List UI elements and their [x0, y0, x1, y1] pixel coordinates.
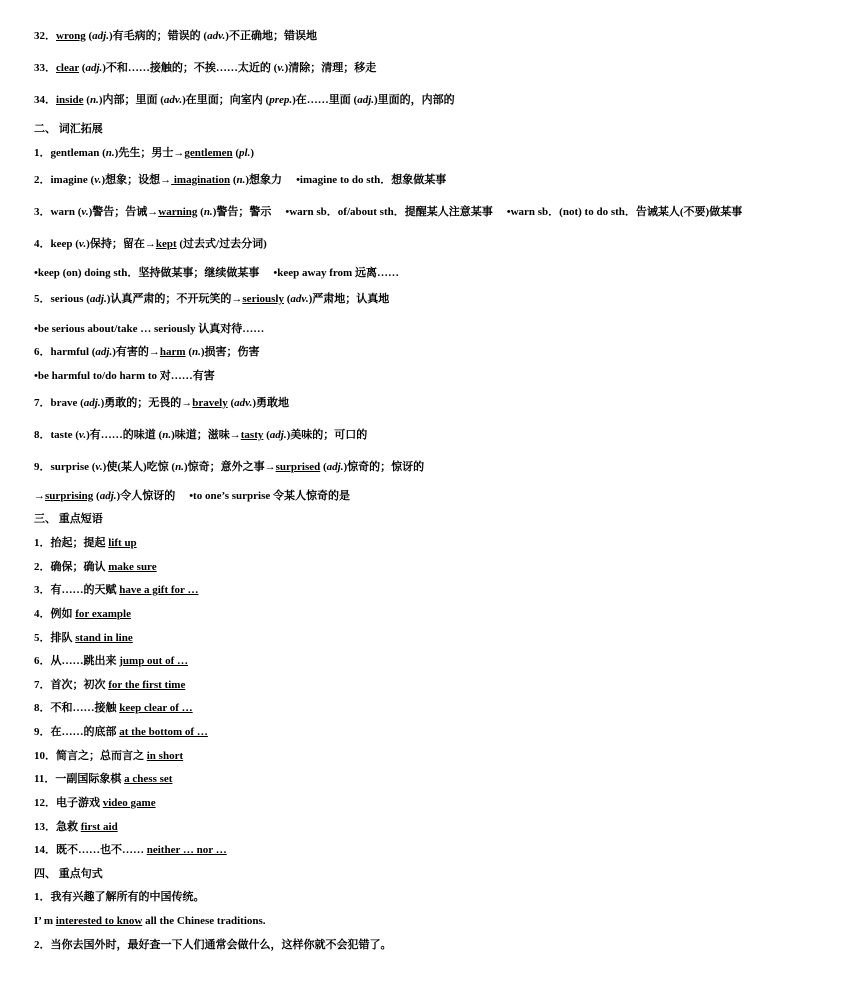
phrase-item: 8．不和……接触 keep clear of …: [34, 702, 193, 714]
phrase-item: 5．排队 stand in line: [34, 632, 133, 644]
sentence-cn: 2．当你去国外时，最好查一下人们通常会做什么，这样你就不会犯错了。: [34, 939, 392, 951]
vocab-item: 34．inside (n.)内部；里面 (adv.)在里面；向室内 (prep.)在……里面 (adj.)里面的，内部的: [34, 94, 455, 106]
sentence-cn: 1．我有兴趣了解所有的中国传统。: [34, 891, 205, 903]
phrase-item: 12．电子游戏 video game: [34, 797, 156, 809]
phrase-item: 4．例如 for example: [34, 608, 131, 620]
ext-item: 6．harmful (adj.)有害的→harm (n.)损害；伤害: [34, 346, 260, 358]
answer: have a gift for …: [119, 584, 199, 596]
answer: kept: [155, 238, 177, 250]
answer: surprised: [275, 461, 321, 473]
answer: surprising: [45, 490, 94, 502]
ext-item: 7．brave (adj.)勇敢的；无畏的→bravely (adv.)勇敢地: [34, 397, 290, 409]
phrase-item: 9．在……的底部 at the bottom of …: [34, 726, 208, 738]
answer: for example: [75, 608, 131, 620]
answer: a chess set: [124, 773, 173, 785]
vocab-item: 33．clear (adj.)不和……接触的；不挨……太近的 (v.)清除；清理；移走: [34, 62, 377, 74]
ext-item: 1．gentleman (n.)先生；男士→gentlemen (pl.): [34, 147, 255, 159]
answer: video game: [102, 797, 156, 809]
answer: in short: [146, 750, 184, 762]
answer: at the bottom of …: [119, 726, 208, 738]
answer: inside: [56, 94, 84, 106]
ext-usage: •keep (on) doing sth．坚持做某事；继续做某事 •keep away from 远离……: [34, 267, 399, 279]
vocab-item: 32．wrong (adj.)有毛病的；错误的 (adv.)不正确地；错误地: [34, 30, 317, 42]
section-heading: 四、 重点句式: [34, 868, 103, 880]
answer: gentlemen: [184, 147, 233, 159]
answer: seriously: [242, 293, 284, 305]
answer: first aid: [80, 821, 118, 833]
answer: tasty: [240, 429, 264, 441]
phrase-item: 1．抬起；提起 lift up: [34, 537, 137, 549]
answer: wrong: [56, 30, 86, 42]
section-heading: 三、 重点短语: [34, 513, 103, 525]
sentence-en: I’ m interested to know all the Chinese traditions.: [34, 915, 266, 927]
answer: warning: [158, 206, 198, 218]
answer: harm: [159, 346, 186, 358]
phrase-item: 6．从……跳出来 jump out of …: [34, 655, 189, 667]
ext-item: 5．serious (adj.)认真严肃的；不开玩笑的→seriously (adv.)严肃地；认真地: [34, 293, 390, 305]
phrase-item: 7．首次；初次 for the first time: [34, 679, 186, 691]
answer: bravely: [192, 397, 228, 409]
phrase-item: 11．一副国际象棋 a chess set: [34, 773, 173, 785]
phrase-item: 14．既不……也不…… neither … nor …: [34, 844, 227, 856]
ext-usage: •be serious about/take … seriously 认真对待……: [34, 323, 265, 335]
ext-item: 4．keep (v.)保持；留在→kept (过去式/过去分词): [34, 238, 267, 250]
answer: neither … nor …: [146, 844, 227, 856]
answer: imagination: [171, 174, 231, 186]
phrase-item: 10．简言之；总而言之 in short: [34, 750, 184, 762]
answer: jump out of …: [119, 655, 189, 667]
answer: for the first time: [108, 679, 186, 691]
answer: make sure: [108, 561, 157, 573]
phrase-item: 2．确保；确认 make sure: [34, 561, 157, 573]
answer: lift up: [108, 537, 137, 549]
ext-item: 8．taste (v.)有……的味道 (n.)味道；滋味→tasty (adj.)美味的；可口的: [34, 429, 368, 441]
ext-item: 3．warn (v.)警告；告诫→warning (n.)警告；警示 •warn sb．of/about sth．提醒某人注意某事 •warn sb．(not) to do sth．告诫某人(不要)做某事: [34, 206, 743, 218]
phrase-item: 13．急救 first aid: [34, 821, 118, 833]
phrase-item: 3．有……的天赋 have a gift for …: [34, 584, 199, 596]
answer: interested to know: [55, 915, 143, 927]
answer: keep clear of …: [119, 702, 193, 714]
ext-item: 9．surprise (v.)使(某人)吃惊 (n.)惊奇；意外之事→surprised (adj.)惊奇的；惊讶的: [34, 461, 425, 473]
answer: clear: [56, 62, 80, 74]
answer: stand in line: [75, 632, 133, 644]
section-heading: 二、 词汇拓展: [34, 123, 103, 135]
ext-item: 2．imagine (v.)想象；设想→ imagination (n.)想象力 •imagine to do sth．想象做某事: [34, 174, 447, 186]
ext-usage: •be harmful to/do harm to 对……有害: [34, 370, 215, 382]
ext-usage: →surprising (adj.)令人惊讶的 •to one’s surprise 令某人惊奇的是: [34, 490, 351, 502]
